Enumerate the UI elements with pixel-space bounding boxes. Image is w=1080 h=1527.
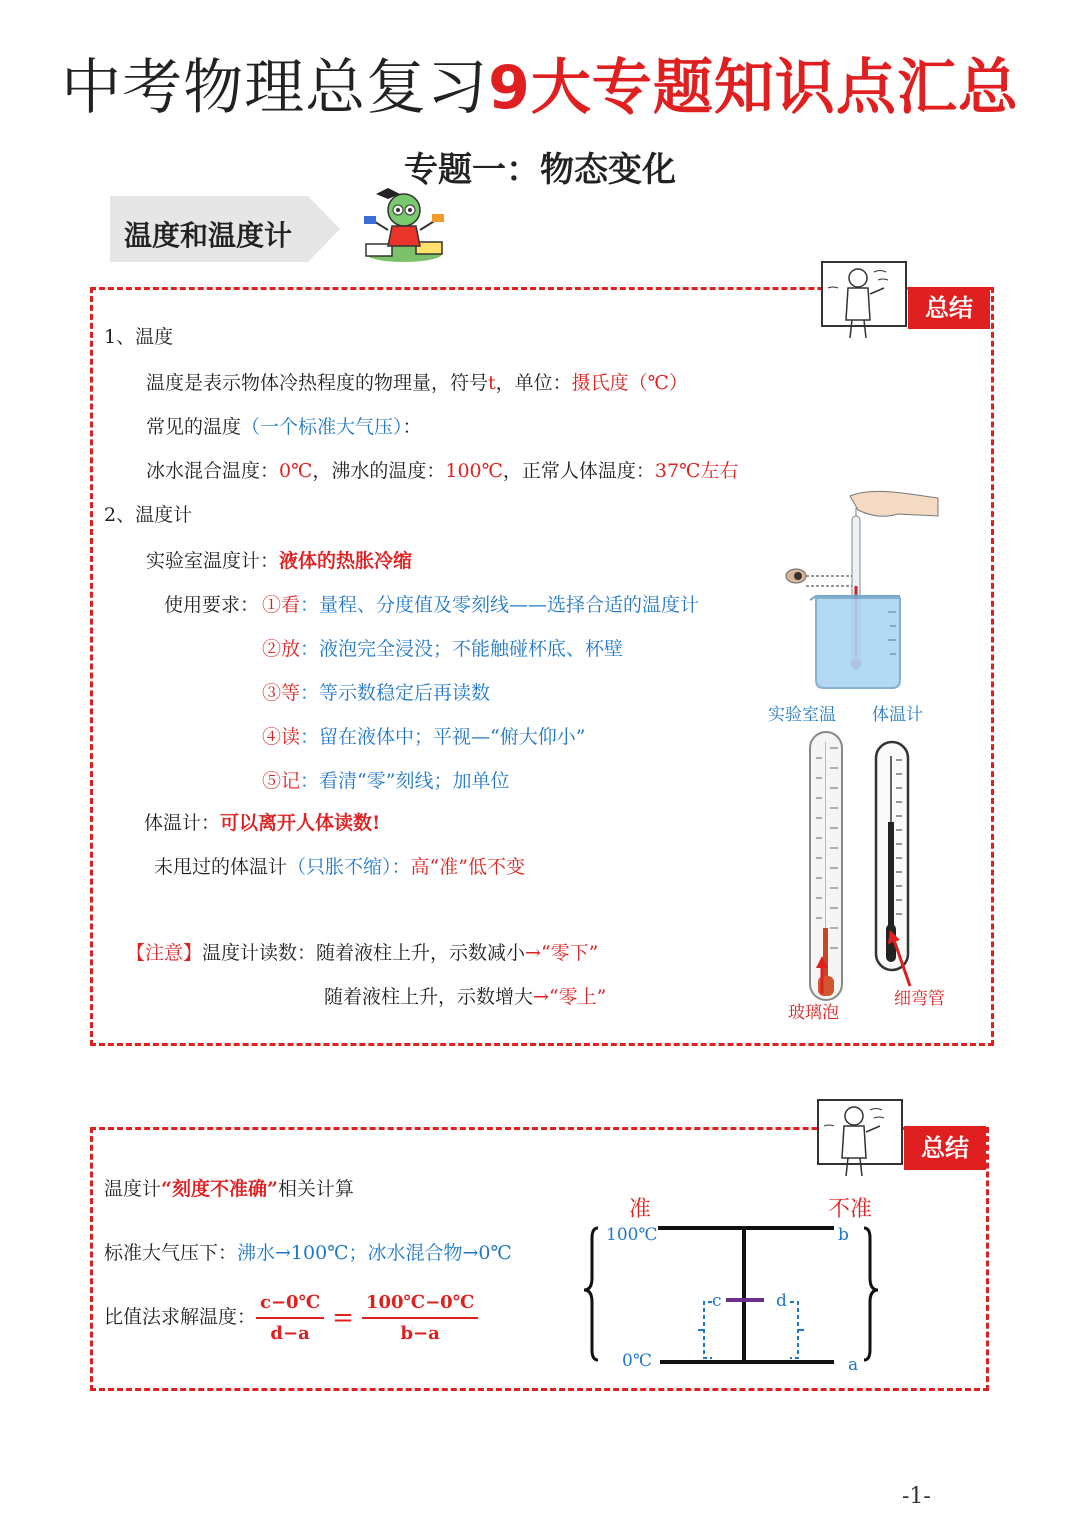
teacher-board-icon [818,258,910,340]
clin-label: 体温计： [144,812,221,834]
std-label: 标准大气压下： [104,1242,238,1264]
page-number: -1- [902,1484,931,1509]
note-text-1: 温度计读数：随着液柱上升，示数减小 [202,942,526,964]
lab-thermometer-label: 实验室温 [768,705,836,725]
common-temperatures-values [146,456,738,483]
diagram-inaccurate-label: 不准 [827,1197,873,1222]
common-temperatures-label [146,412,422,439]
step-num: ②放 [262,638,301,660]
equals-sign: = [332,1303,354,1333]
ice-value: 0℃ [279,460,313,482]
thermometer-in-beaker-illustration [780,488,940,694]
calc-heading-b: “刻度不准确” [161,1178,278,1200]
common-label: 常见的温度 [146,416,242,438]
page-title [0,40,1080,126]
calc-heading-a: 温度计 [104,1178,162,1200]
ratio-label: 比值法求解温度： [104,1306,257,1328]
diagram-a-label: a [848,1355,859,1375]
summary-tag-1: 总结 [908,287,990,329]
ratio-method-formula [104,1292,478,1344]
step-num: ④读 [262,726,301,748]
body-label: ，正常人体温度： [502,460,655,482]
boil-value: 100℃ [445,460,503,482]
def-mid: ，单位： [495,372,572,394]
usage-step [262,634,623,661]
heading-thermometer: 2、温度计 [104,504,193,526]
fraction-right [362,1292,478,1344]
scale-comparison-diagram [570,1190,890,1380]
step-text: ：量程、分度值及零刻线——选择合适的温度计 [300,594,700,616]
heading-temperature: 1、温度 [104,326,174,348]
glass-bulb-label: 玻璃泡 [788,1003,839,1023]
note-arrow-1: →“零下” [525,942,599,964]
step-text: ：留在液体中；平视—“俯大仰小” [300,726,586,748]
usage-step [262,590,699,617]
lab-label: 实验室温度计： [146,550,280,572]
section-tag-label: 温度和温度计 [124,219,293,252]
usage-step [262,678,490,705]
calc-heading [104,1174,354,1201]
chapter-subtitle: 专题一：物态变化 [404,150,676,190]
unshaken-value: 高“准”低不变 [410,856,525,878]
common-note: （一个标准大气压） [241,416,403,438]
lab-value: 液体的热胀冷缩 [279,550,413,572]
step-num: ⑤记 [262,770,301,792]
step-text: ：等示数稳定后再读数 [300,682,491,704]
common-colon: ： [402,416,422,438]
diagram-d-label: d [776,1291,787,1311]
fraction-left-denominator: d−a [270,1323,310,1344]
fraction-left-numerator: c−0℃ [256,1292,324,1319]
step-text: ：看清“零”刻线；加单位 [300,770,510,792]
title-part2: 9大专题知识点汇总 [488,53,1019,123]
reading-note-1 [126,938,598,965]
usage-step [262,722,585,749]
def-prefix: 温度是表示物体冷热程度的物理量，符号 [146,372,489,394]
boil-label: ，沸水的温度： [312,460,446,482]
diagram-100-label: 100℃ [606,1225,658,1245]
usage-requirements-label: 使用要求： [164,594,260,616]
note-text-2: 随着液柱上升，示数增大 [324,986,534,1008]
clin-value: 可以离开人体读数! [220,812,381,834]
reading-note-2 [324,982,606,1009]
ice-label: 冰水混合温度： [146,460,280,482]
unshaken-note: （只胀不缩）： [287,856,411,878]
summary-tag-2: 总结 [904,1126,986,1170]
temperature-definition [146,368,688,395]
title-part1: 中考物理总复习 [61,53,489,123]
diagram-c-label: c [712,1291,722,1311]
note-tag: 【注意】 [126,942,203,964]
note-arrow-2: →“零上” [533,986,607,1008]
unshaken-thermometer-note [154,852,525,879]
clinical-thermometer-note [144,808,380,835]
diagram-b-label: b [838,1225,849,1245]
body-value: 37℃左右 [654,460,739,482]
std-value: 沸水→100℃；冰水混合物→0℃ [237,1242,512,1264]
unshaken-label: 未甩过的体温计 [154,856,288,878]
clinical-thermometer-label: 体温计 [872,705,923,725]
thin-bent-tube-label: 细弯管 [894,989,945,1009]
step-text: ：液泡完全浸没；不能触碰杯底、杯壁 [300,638,624,660]
step-num: ①看 [262,594,301,616]
lab-thermometer-principle [146,546,412,573]
teacher-board-icon [814,1096,906,1178]
fraction-left [256,1292,324,1344]
standard-pressure-note [104,1238,512,1265]
student-cartoon-icon [358,186,450,264]
calc-heading-c: 相关计算 [277,1178,354,1200]
def-symbol: t [488,372,496,394]
def-unit: 摄氏度（℃） [571,372,688,394]
diagram-accurate-label: 准 [628,1197,652,1222]
fraction-right-numerator: 100℃−0℃ [362,1292,478,1319]
usage-step [262,766,509,793]
fraction-right-denominator: b−a [400,1323,440,1344]
diagram-0-label: 0℃ [622,1351,652,1371]
step-num: ③等 [262,682,301,704]
